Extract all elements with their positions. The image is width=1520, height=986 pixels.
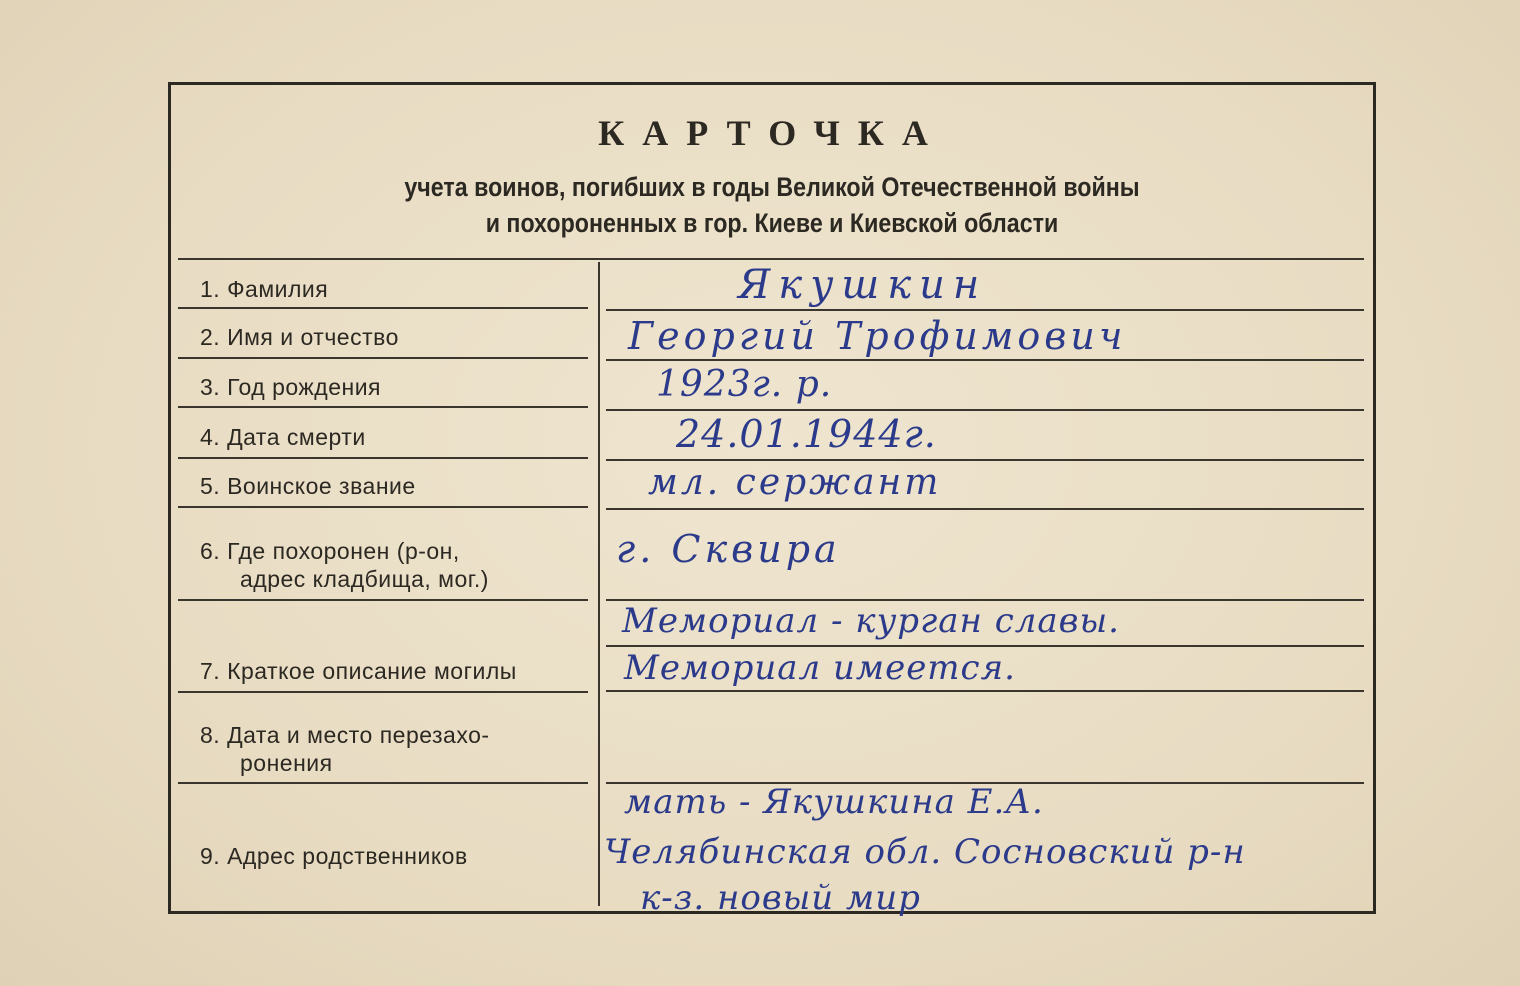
field-value-grave-description-l1: Мемориал - курган славы. — [622, 601, 1120, 641]
field-label-rank: 5. Воинское звание — [200, 473, 416, 499]
field-value-relatives-l2: Челябинская обл. Сосновский р-н — [604, 832, 1246, 872]
field-value-birth-year: 1923г. р. — [656, 364, 833, 405]
field-value-name: Георгий Трофимович — [628, 314, 1127, 358]
field-label-reburial-l1: 8. Дата и место перезахо- — [200, 722, 490, 748]
field-label-relatives-address: 9. Адрес родственников — [200, 843, 468, 869]
field-value-grave-description-l2: Мемориал имеется. — [624, 648, 1016, 688]
field-label-birth-year: 3. Год рождения — [200, 374, 382, 400]
row-rule — [178, 307, 588, 309]
row-rule — [178, 406, 588, 408]
table-top-rule — [178, 258, 1364, 260]
field-value-death-date: 24.01.1944г. — [676, 412, 937, 456]
row-rule — [606, 690, 1364, 692]
row-rule — [178, 691, 588, 693]
card-subtitle-line1: учета воинов, погибших в годы Великой Отечественной войны — [404, 172, 1140, 202]
field-label-reburial-l2: ронения — [240, 750, 333, 776]
row-rule — [178, 457, 588, 459]
field-label-grave-description: 7. Краткое описание могилы — [200, 658, 517, 684]
row-rule — [606, 359, 1364, 361]
row-rule — [606, 459, 1364, 461]
row-rule — [606, 508, 1364, 510]
row-rule — [178, 357, 588, 359]
field-value-relatives-l1: мать - Якушкина Е.А. — [624, 782, 1044, 822]
card-title: КАРТОЧКА — [598, 113, 946, 153]
field-label-name: 2. Имя и отчество — [200, 324, 399, 350]
field-label-burial-place-l2: адрес кладбища, мог.) — [240, 566, 489, 592]
field-label-surname: 1. Фамилия — [200, 276, 329, 302]
row-rule — [606, 309, 1364, 311]
card-subtitle-line2: и похороненных в гор. Киеве и Киевской области — [485, 208, 1059, 238]
field-label-death-date: 4. Дата смерти — [200, 424, 366, 450]
row-rule — [178, 599, 588, 601]
field-value-rank: мл. сержант — [648, 462, 942, 503]
row-rule — [606, 409, 1364, 411]
table-divider — [598, 262, 600, 906]
row-rule — [178, 782, 588, 784]
field-value-surname: Якушкин — [738, 262, 988, 308]
field-label-burial-place-l1: 6. Где похоронен (р-он, — [200, 538, 460, 564]
field-value-burial-place: г. Сквира — [616, 527, 841, 571]
field-value-relatives-l3: к-з. новый мир — [640, 878, 921, 918]
row-rule — [178, 506, 588, 508]
row-rule — [606, 645, 1364, 647]
